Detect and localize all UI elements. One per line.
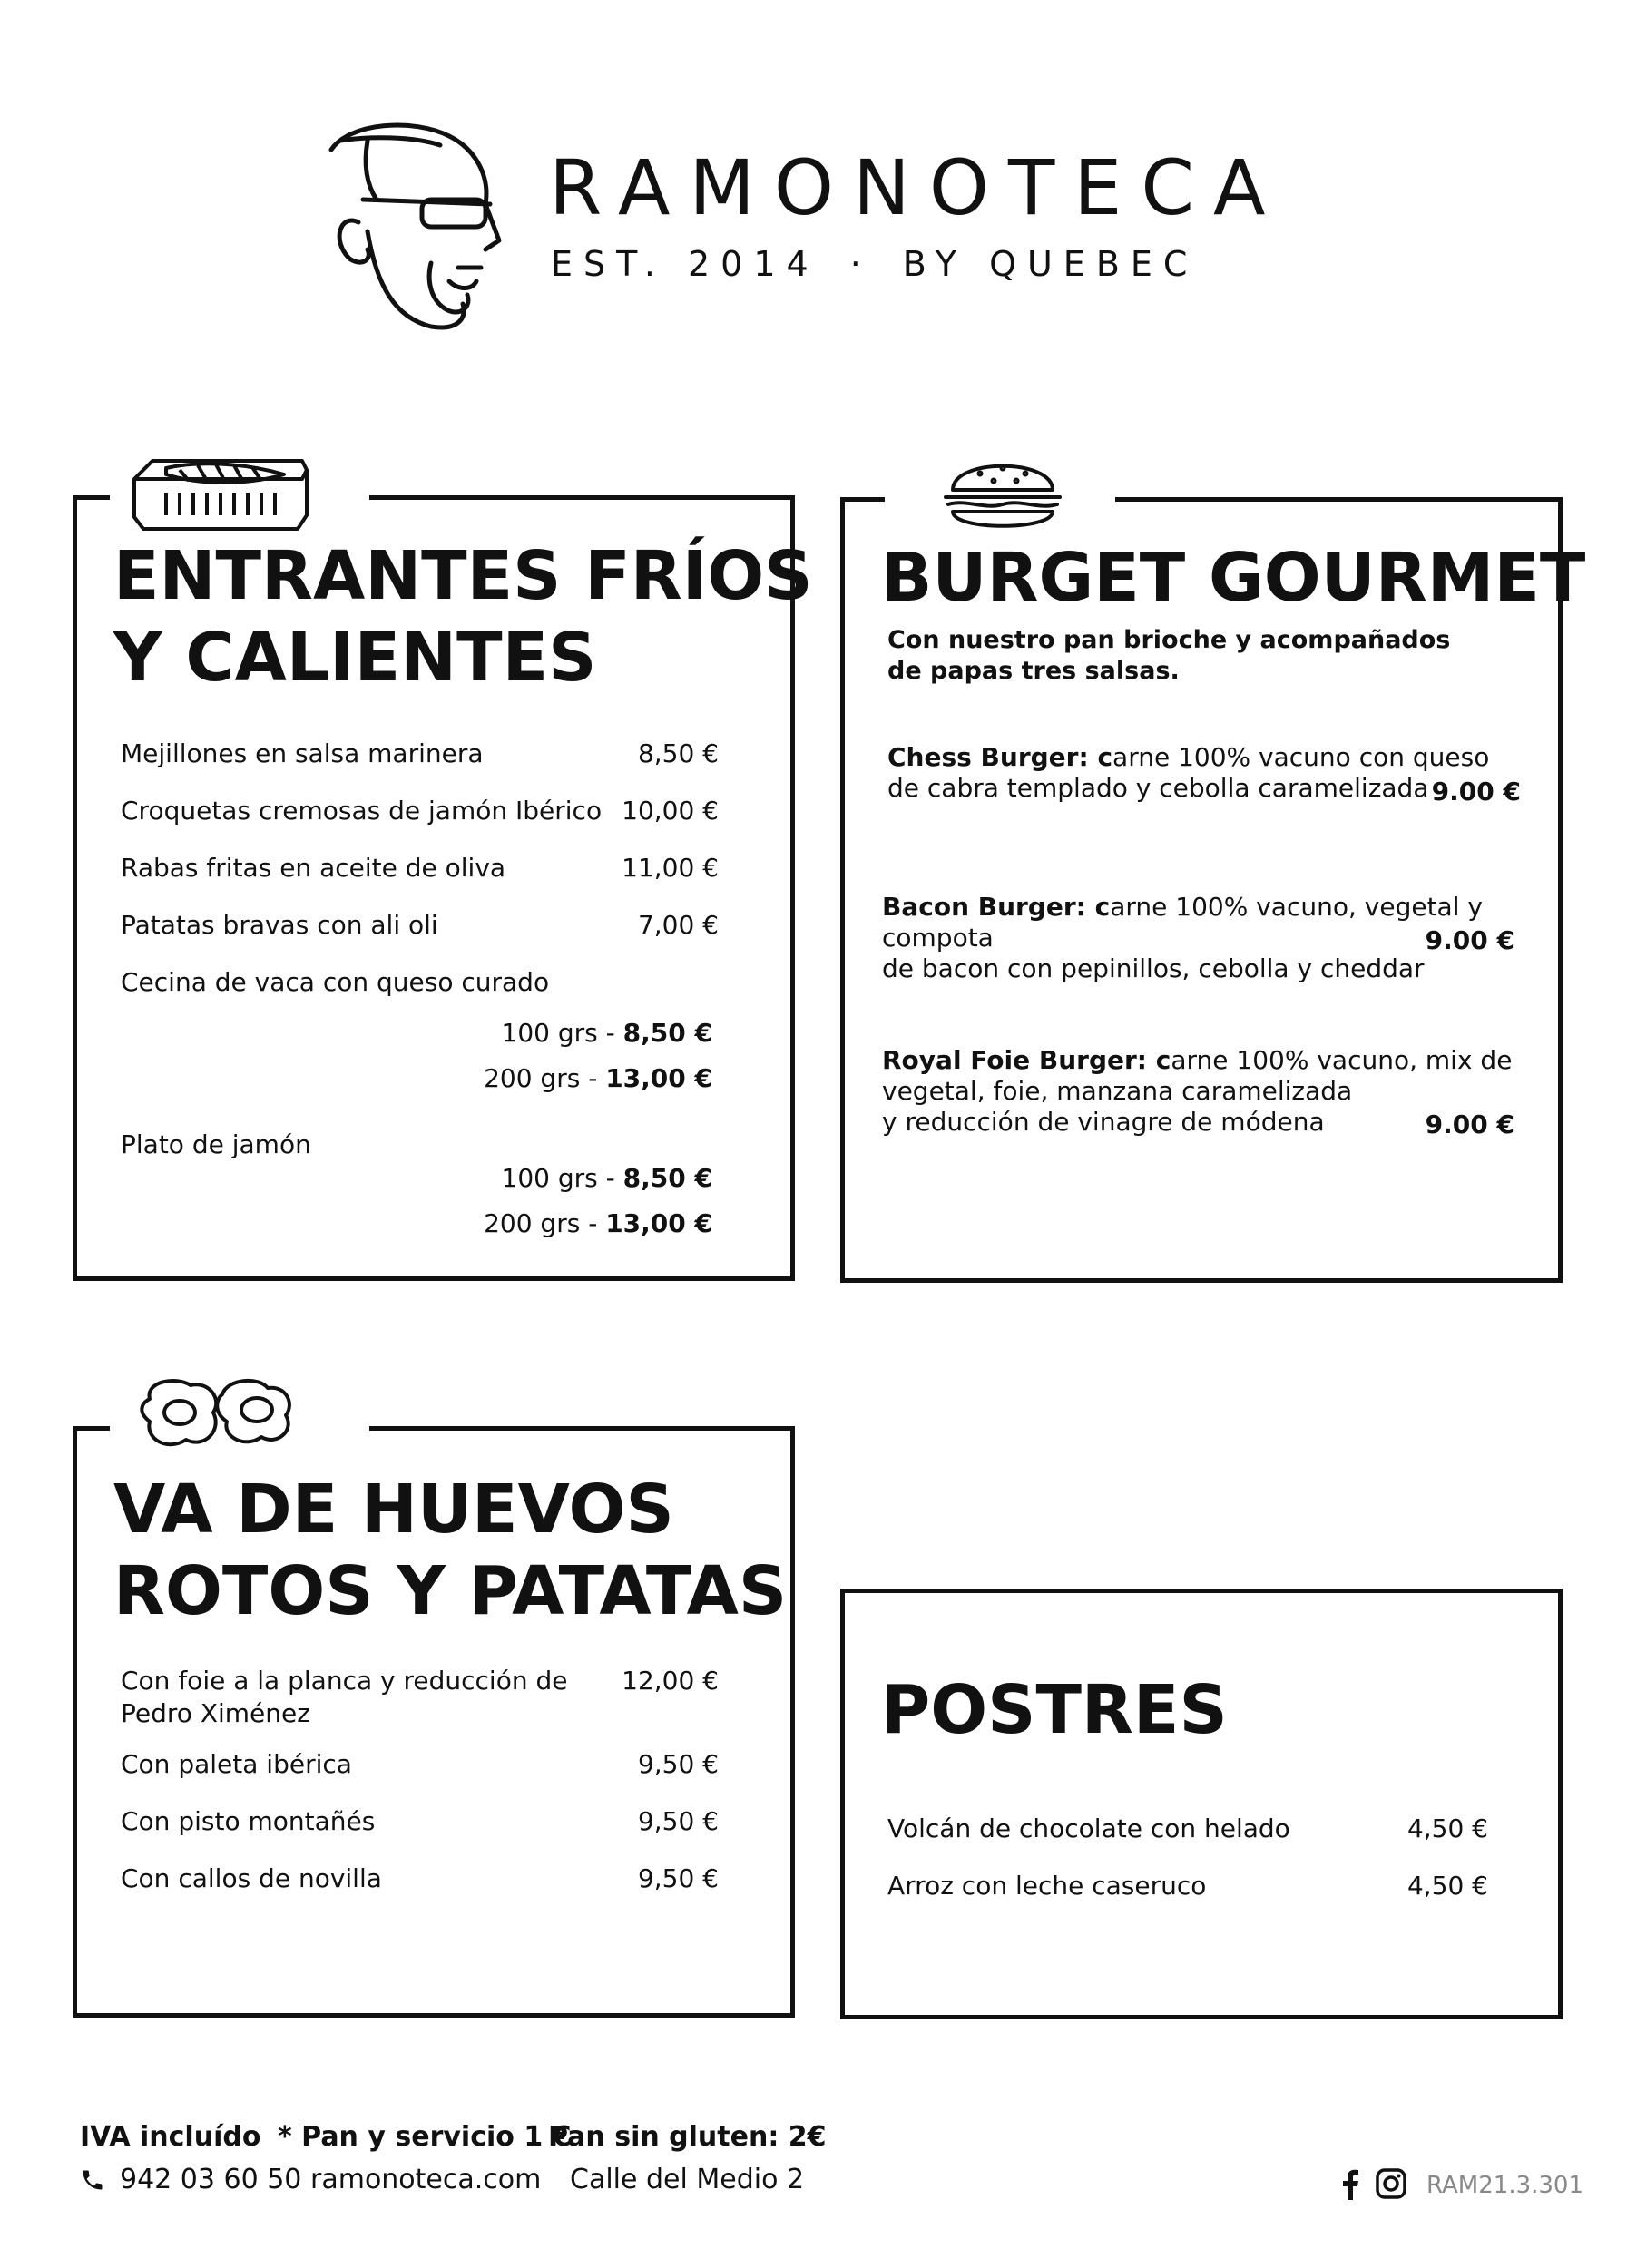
burger-subtitle-line1: Con nuestro pan brioche y acompañados [887, 626, 1451, 654]
footer-code: RAM21.3.301 [1426, 2172, 1584, 2199]
burger-lead: c [1094, 892, 1111, 922]
menu-item-name: Con paleta ibérica [121, 1749, 352, 1779]
menu-item-name: Volcán de chocolate con helado [887, 1813, 1290, 1843]
menu-item-name: Con callos de novilla [121, 1863, 382, 1893]
size-price: 8,50 € [622, 1018, 712, 1048]
menu-item-price: 11,00 € [622, 853, 719, 883]
size-qty: 200 grs - [484, 1208, 606, 1238]
entrantes-title-line1: ENTRANTES FRÍOS [113, 537, 813, 615]
menu-item-name: Arroz con leche caseruco [887, 1871, 1207, 1901]
menu-item-name: Plato de jamón [121, 1129, 311, 1159]
burger-title: BURGET GOURMET [881, 539, 1586, 617]
burger-name: Chess Burger: [887, 742, 1098, 772]
footer-iva: IVA incluído [80, 2121, 261, 2153]
burger-desc-line2: de bacon con pepinillos, cebolla y cheddar [882, 953, 1425, 983]
size-qty: 100 grs - [501, 1018, 623, 1048]
postres-title: POSTRES [881, 1671, 1228, 1749]
menu-item-price: 8,50 € [637, 738, 719, 768]
footer-pan-sin-gluten: Pan sin gluten: 2€ [548, 2121, 827, 2153]
jamon-200-row [484, 1207, 712, 1240]
brand-tagline [551, 244, 1199, 284]
jamon-100-row [502, 1162, 712, 1195]
burger-subtitle-line2: de papas tres salsas. [887, 657, 1180, 685]
size-price: 13,00 € [605, 1208, 712, 1238]
burger-desc-line1: arne 100% vacuno, vegetal y compota [882, 892, 1483, 953]
sardine-tin-icon [125, 452, 316, 543]
burger-name: Bacon Burger: [882, 892, 1095, 922]
cecina-200-row [484, 1062, 712, 1095]
menu-item-price: 9,50 € [637, 1749, 719, 1779]
menu-item-name: Rabas fritas en aceite de oliva [121, 853, 506, 883]
menu-item-price: 9,50 € [637, 1806, 719, 1836]
menu-item-name: Croquetas cremosas de jamón Ibérico [121, 796, 603, 826]
burger-desc-line2: de cabra templado y cebolla caramelizada [887, 773, 1429, 803]
instagram-icon[interactable] [1376, 2168, 1406, 2199]
burger-icon [935, 445, 1071, 544]
tagline-by: BY QUEBEC [902, 244, 1199, 284]
menu-item-name: Con pisto montañés [121, 1806, 376, 1836]
menu-item-name [121, 1665, 568, 1730]
burger-desc-line1: arne 100% vacuno, mix de [1171, 1045, 1513, 1075]
phone-icon [80, 2167, 105, 2193]
huevos-title-line2: ROTOS Y PATATAS [113, 1552, 788, 1630]
size-qty: 200 grs - [484, 1063, 606, 1093]
menu-item-price: 4,50 € [1406, 1871, 1488, 1901]
tagline-dot: · [849, 244, 872, 284]
size-qty: 100 grs - [501, 1163, 623, 1193]
menu-item-price: 10,00 € [622, 796, 719, 826]
burger-price: 9.00 € [1425, 925, 1514, 955]
menu-item-name: Cecina de vaca con queso curado [121, 967, 550, 997]
footer-pan-servicio: * Pan y servicio 1 € [278, 2121, 572, 2153]
menu-item-name: Mejillones en salsa marinera [121, 738, 484, 768]
burger-desc-line3: y reducción de vinagre de módena [882, 1107, 1325, 1137]
huevos-title-line1: VA DE HUEVOS [113, 1471, 674, 1549]
burger-lead: c [1155, 1045, 1171, 1075]
brand-name: RAMONOTECA [549, 143, 1285, 232]
size-price: 8,50 € [622, 1163, 712, 1193]
size-price: 13,00 € [605, 1063, 712, 1093]
footer-phone[interactable]: 942 03 60 50 [120, 2164, 302, 2195]
footer-website[interactable]: ramonoteca.com [310, 2164, 542, 2195]
menu-item-name: Patatas bravas con ali oli [121, 910, 438, 940]
entrantes-title-line2: Y CALIENTES [113, 619, 597, 697]
menu-item-price: 9,50 € [637, 1863, 719, 1893]
burger-desc-line1: arne 100% vacuno con queso [1112, 742, 1490, 772]
burger-price: 9.00 € [1431, 777, 1521, 807]
section-postres [840, 1589, 1563, 2019]
menu-item-name-line2: Pedro Ximénez [121, 1698, 310, 1728]
facebook-icon[interactable] [1341, 2169, 1359, 2200]
menu-item-price: 4,50 € [1406, 1813, 1488, 1843]
burger-price: 9.00 € [1425, 1110, 1514, 1139]
menu-item-price: 12,00 € [622, 1666, 719, 1696]
burger-lead: c [1097, 742, 1113, 772]
burger-name: Royal Foie Burger: [882, 1045, 1156, 1075]
menu-item-price: 7,00 € [637, 910, 719, 940]
burger-desc-line2: vegetal, foie, manzana caramelizada [882, 1076, 1353, 1106]
brand-logo-face [313, 113, 504, 331]
cecina-100-row [502, 1017, 712, 1050]
menu-item-name-line1: Con foie a la planca y reducción de [121, 1666, 568, 1696]
tagline-established: EST. 2014 [551, 244, 819, 284]
bald-man-face-icon [313, 113, 504, 331]
footer-address: Calle del Medio 2 [570, 2164, 805, 2195]
fried-eggs-icon [136, 1372, 299, 1462]
